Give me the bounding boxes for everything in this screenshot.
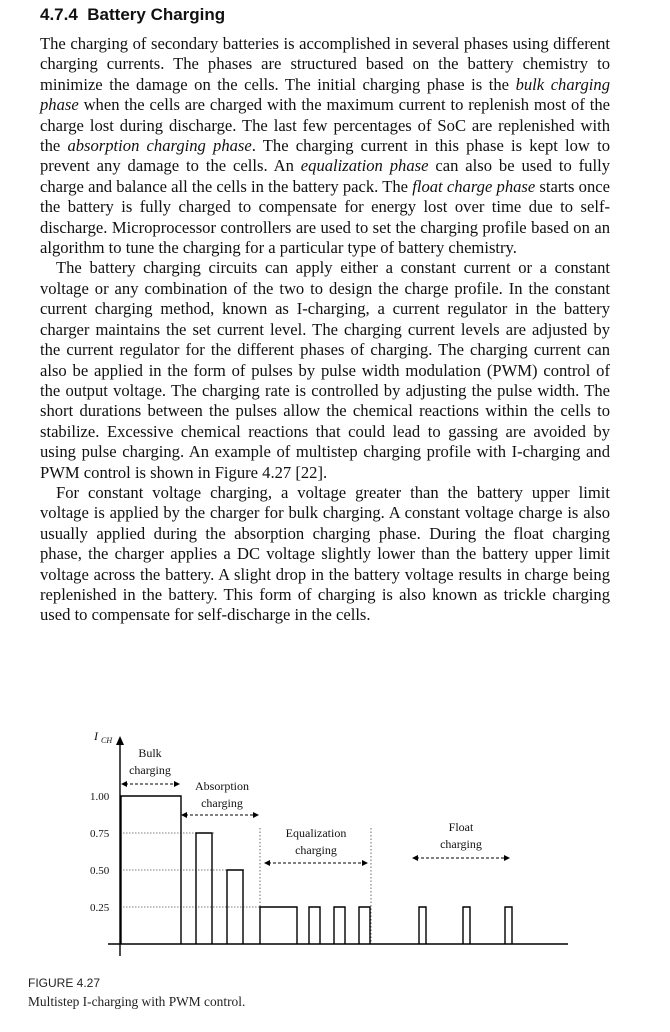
bulk-arrow-head-right (174, 781, 180, 787)
figure-chart (28, 722, 628, 972)
absorption-arrow-head-left (181, 812, 187, 818)
bulk-charging-label: charging (129, 763, 171, 777)
equalization-charging-label: charging (295, 843, 337, 857)
paragraph (40, 483, 610, 626)
y-tick-label: 0.75 (90, 828, 110, 840)
float-charging-label: charging (440, 837, 482, 851)
equalization-arrow-head-left (264, 860, 270, 866)
italic-term: equalization phase (300, 156, 429, 176)
float-arrow-head-right (504, 855, 510, 861)
pulse-mark (196, 833, 212, 944)
equalization-arrow-head-right (362, 860, 368, 866)
bulk-arrow-head-left (121, 781, 127, 787)
pulse-mark (359, 907, 370, 944)
y-tick-label: 1.00 (90, 791, 110, 803)
text-run: The charging of secondary batteries is accomplished in several phases using different charging currents. The phases are structured based on the battery chemistry to minimize the damage on the cells. The initial charging phase is the (40, 34, 610, 94)
text-run: can also be used to fully charge and balance all the cells in the battery pack. The (40, 156, 610, 196)
section-number: 4.7.4 (40, 5, 78, 24)
italic-term: absorption charging phase (67, 136, 252, 156)
float-charging-label: Float (448, 820, 474, 834)
section-heading (40, 5, 225, 25)
section-title: Battery Charging (87, 5, 226, 24)
italic-term: bulk charging phase (40, 74, 610, 115)
text-run: when the cells are charged with the maximum current to replenish most of the charge lost during discharge. The last few percentages of SoC are replenished with the (40, 95, 610, 156)
text-run: starts once the battery is fully charged to compensate for energy lost over time due to self-discharge. Microprocessor controllers are used to set the charging profile based on an algorithm to tune the charging for a particular type of battery chemistry. (40, 176, 610, 258)
pulse-mark (419, 907, 426, 944)
pulse-mark (334, 907, 345, 944)
bulk-charging-label: Bulk (138, 746, 162, 760)
y-axis-arrowhead (116, 736, 124, 745)
y-axis-label: I (94, 729, 98, 743)
text-run: The battery charging circuits can apply either a constant current or a constant voltage or any combination of the two to design the charge profile. In the constant current charging method, known as I-charging, a current regulator in the battery charger maintains the set current level. The charging current levels are adjusted by the current regulator for the different phases of charging. The charging current can also be applied in the form of pulses by pulse width modulation (PWM) control of the output voltage. The charging rate is controlled by adjusting the pulse width. The short durations between the pulses allow the chemical reactions within the cells to stabilize. Excessive chemical reactions that could lead to gassing are avoided by using pulse charging. An example of multistep charging profile with I-charging and PWM control is shown in Figure 4.27 [22]. (40, 258, 610, 482)
figure-caption: Multistep I-charging with PWM control. (28, 994, 246, 1009)
figure-number: FIGURE 4.27 (28, 976, 101, 990)
chart-svg (28, 722, 628, 972)
pulse-mark (505, 907, 512, 944)
absorption-charging-label: charging (201, 796, 243, 810)
paragraph (40, 258, 610, 482)
y-axis-label-subscript: CH (101, 736, 113, 745)
text-run: For constant voltage charging, a voltage greater than the battery upper limit voltage is applied by the charger for bulk charging. A constant voltage charge is also usually applied during the absorption charging phase. During the float charging phase, the charger applies a DC voltage slightly lower than the battery upper limit voltage across the battery. A slight drop in the battery voltage results in charge being replenished in the battery. This form of charging is also known as trickle charging used to compensate for self-discharge in the cells. (40, 482, 610, 625)
float-arrow-head-left (412, 855, 418, 861)
text-run: . The charging current in this phase is kept low to prevent any damage to the cells. An (40, 136, 610, 176)
body-text (40, 34, 610, 626)
pulse-mark (463, 907, 470, 944)
pulse-mark (309, 907, 320, 944)
paragraph (40, 34, 610, 258)
pulse-mark (260, 907, 297, 944)
equalization-charging-label: Equalization (285, 826, 347, 840)
y-tick-label: 0.50 (90, 865, 110, 877)
absorption-charging-label: Absorption (195, 779, 249, 793)
italic-term: float charge phase (412, 176, 536, 196)
y-tick-label: 0.25 (90, 902, 110, 914)
absorption-arrow-head-right (253, 812, 259, 818)
